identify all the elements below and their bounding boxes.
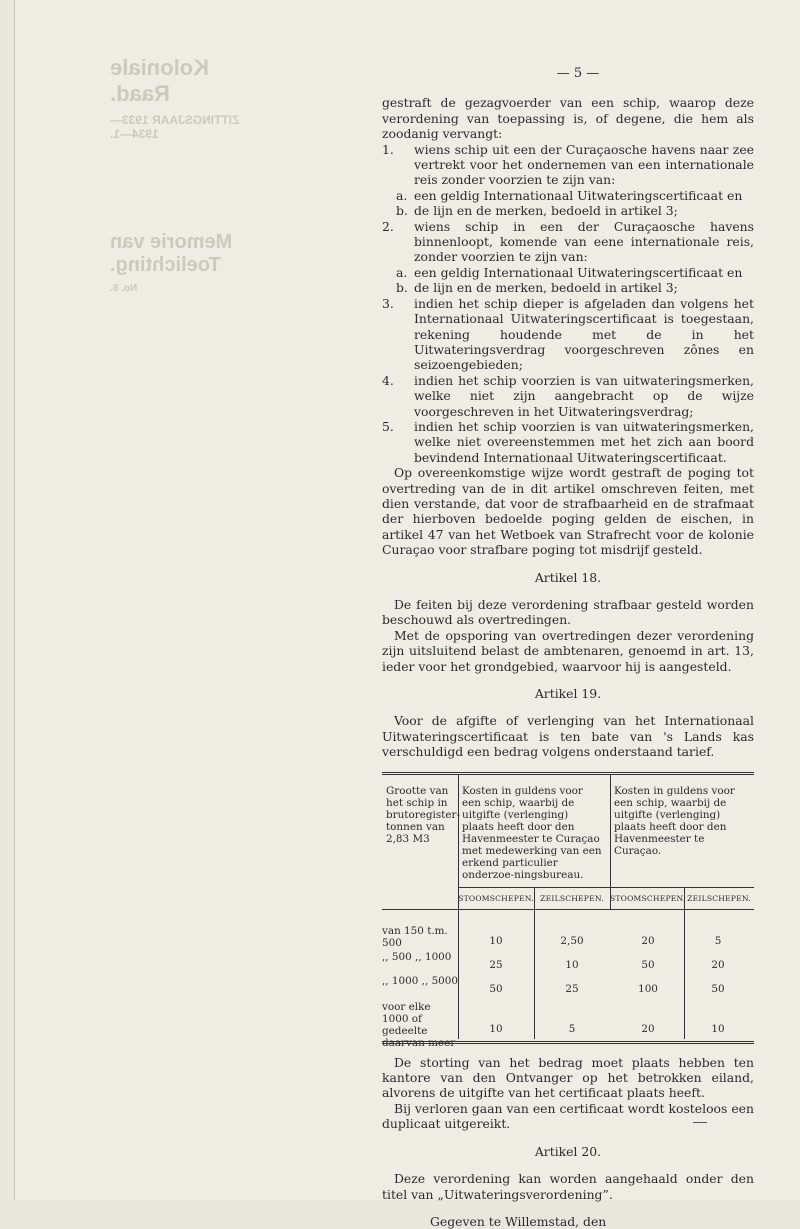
- table-cell: 50: [641, 958, 655, 971]
- list-text: indien het schip dieper is afgeladen dan volgens het Internationaal Uitwateringscertificaat is toegestaan, rekening houdende met de in het Uitwateringsverdrag voorgeschreven zônes en seizoengebieden;: [414, 295, 754, 373]
- table-cell: 100: [638, 982, 658, 995]
- duplicate-paragraph: Bij verloren gaan van een certificaat wordt kosteloos een duplicaat uitgereikt.: [382, 1100, 754, 1132]
- subheader-sailships: ZEILSCHEPEN.: [540, 893, 604, 903]
- table-cell: 50: [489, 982, 503, 995]
- payment-paragraph: De storting van het bedrag moet plaats hebben ten kantore van den Ontvanger op het betrokken eiland, alvorens de uitgifte van het certificaat plaats heeft.: [382, 1054, 754, 1101]
- table-cell: 25: [565, 982, 579, 995]
- list-text: indien het schip voorzien is van uitwateringsmerken, welke niet overeenstemmen met het zich aan boord bevindend Internationaal Uitwateringscertificaat.: [414, 418, 754, 465]
- article-20-paragraph: Deze verordening kan worden aangehaald onder den titel van „Uitwateringsverordening”.: [382, 1171, 754, 1202]
- table-cell: 2,50: [560, 934, 584, 947]
- list-number: 3.: [382, 295, 394, 311]
- footer-dash: [693, 1122, 707, 1123]
- table-row-label: ,, 500 ,, 1000: [382, 950, 452, 963]
- list-number: 1.: [382, 141, 394, 157]
- list-item: [382, 296, 754, 373]
- list-text: wiens schip in een der Curaçaosche havens binnenloopt, komende van eene internationale reis, zonder voorzien te zijn van:: [414, 218, 754, 265]
- article-18-paragraph: De feiten bij deze verordening strafbaar gesteld worden beschouwd als overtredingen.: [382, 597, 754, 628]
- list-item: [382, 219, 754, 265]
- bleed-line: ZITTINGSJAAR 1933—1934—1.: [110, 113, 240, 141]
- table-header-cost-harbourmaster: Kosten in guldens voor een schip, waarbij de uitgifte (verlenging) plaats heeft door den Havenmeester te Curaçao.: [614, 784, 735, 857]
- article-20-heading: Artikel 20.: [534, 1143, 602, 1159]
- list-number: 2.: [382, 218, 394, 234]
- article-18-heading: Artikel 18.: [534, 569, 602, 585]
- table-cell: 10: [711, 1022, 725, 1035]
- table-cell: 20: [641, 934, 655, 947]
- list-item: [382, 142, 754, 188]
- subheader-steamships: STOOMSCHEPEN.: [458, 893, 534, 903]
- subheader-steamships: STOOMSCHEPEN.: [610, 893, 686, 903]
- offence-list: [382, 142, 754, 466]
- table-header-cost-with-bureau: Kosten in guldens voor een schip, waarbij de uitgifte (verlenging) plaats heeft door den Havenmeester te Curaçao met medewerking van een erkend particulier onderzoe-ningsbureau.: [462, 784, 602, 881]
- list-text: de lijn en de merken, bedoeld in artikel 3;: [414, 280, 678, 296]
- list-item: [382, 188, 754, 203]
- list-item: [382, 203, 754, 218]
- list-item: [382, 265, 754, 280]
- article-18-paragraph: Met de opsporing van overtredingen dezer verordening zijn uitsluitend belast de ambtenaren, genoemd in art. 13, ieder voor het grondgebied, waarvoor hij is aangesteld.: [382, 627, 754, 674]
- list-text: een geldig Internationaal Uitwateringscertificaat en: [414, 187, 743, 203]
- list-text: een geldig Internationaal Uitwateringscertificaat en: [414, 264, 743, 280]
- table-row-label: ,, 1000 ,, 5000: [382, 974, 459, 987]
- attempt-paragraph: Op overeenkomstige wijze wordt gestraft de poging tot overtreding van de in dit artikel omschreven feiten, met dien verstande, dat voor de strafbaarheid en de strafmaat der hierboven bedoelde poging gelden de eischen, in artikel 47 van het Wetboek van Strafrecht voor de kolonie Curaçao voor strafbare poging tot misdrijf gesteld.: [382, 465, 754, 558]
- table-cell: 5: [568, 1022, 576, 1035]
- page-number: — 5 —: [556, 66, 600, 81]
- table-cell: 50: [711, 982, 725, 995]
- article-19-heading: Artikel 19.: [534, 686, 602, 702]
- tariff-table: [382, 772, 754, 1049]
- list-text: de lijn en de merken, bedoeld in artikel 3;: [414, 203, 678, 219]
- list-number: 5.: [382, 418, 394, 434]
- subheader-sailships: ZEILSCHEPEN.: [687, 893, 751, 903]
- list-number: b.: [396, 203, 408, 219]
- list-item: [382, 280, 754, 295]
- table-cell: 10: [489, 934, 503, 947]
- list-number: b.: [396, 280, 408, 296]
- table-cell: 20: [711, 958, 725, 971]
- article-19-paragraph: Voor de afgifte of verlenging van het Internationaal Uitwateringscertificaat is ten bate van 's Lands kas verschuldigd een bedrag volgens onderstaand tarief.: [382, 713, 754, 760]
- intro-paragraph: gestraft de gezagvoerder van een schip, waarop deze verordening van toepassing is, of degene, die hem als zoodanig vervangt:: [382, 95, 754, 142]
- bleed-through-text: [110, 55, 240, 294]
- table-header-size: Grootte van het schip in brutoregister-tonnen van 2,83 M3: [386, 784, 460, 845]
- table-cell: 25: [489, 958, 503, 971]
- list-number: a.: [396, 187, 408, 203]
- closing-line: Gegeven te Willemstad, den: [430, 1213, 607, 1229]
- table-cell: 5: [714, 934, 722, 947]
- table-row-label: voor elke 1000 of gedeelte daarvan meer: [382, 1000, 456, 1049]
- bleed-line: Koloniale Raad.: [110, 55, 210, 106]
- list-number: 4.: [382, 372, 394, 388]
- list-text: wiens schip uit een der Curaçaosche havens naar zee vertrekt voor het ondernemen van een internationale reis zonder voorzien te zijn van:: [414, 141, 754, 188]
- table-cell: 20: [641, 1022, 655, 1035]
- list-item: [382, 373, 754, 419]
- list-item: [382, 419, 754, 465]
- bleed-line: No. 6.: [110, 283, 138, 294]
- table-cell: 10: [489, 1022, 503, 1035]
- text-column: [382, 66, 754, 1229]
- list-number: a.: [396, 264, 408, 280]
- bleed-line: Memorie van Toelichting.: [110, 231, 233, 276]
- table-cell: 10: [565, 958, 579, 971]
- list-text: indien het schip voorzien is van uitwateringsmerken, welke niet zijn aangebracht op de wijze voorgeschreven in het Uitwateringsverdrag;: [414, 372, 754, 419]
- table-row-label: van 150 t.m. 500: [382, 924, 448, 949]
